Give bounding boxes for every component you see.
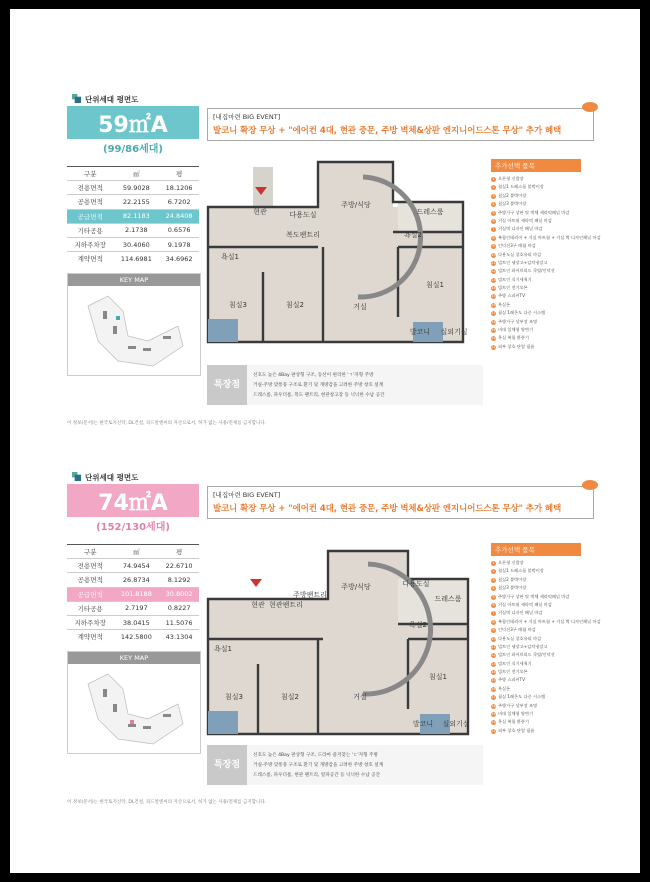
svg-text:주방팬트리: 주방팬트리: [293, 591, 327, 599]
svg-text:침실3: 침실3: [225, 693, 243, 701]
option-item: 17 침실 1레온도 다중 시스템: [491, 694, 546, 700]
option-item: 11 빌트인 냉장고+김치냉장고: [491, 643, 548, 649]
table-row: 지하주차장 38.0415 11.5076: [67, 615, 199, 629]
table-row: 공용면적 26.8734 8.1292: [67, 573, 199, 587]
option-item: 3 침실2 붙박이장: [492, 576, 527, 582]
option-item: 19 비데 일체형 양변기: [491, 711, 534, 717]
room-label: 현관: [253, 208, 267, 216]
option-item: 20 욕실 복합 환풍기: [491, 335, 529, 341]
option-item: 4 침실3 붙박이장: [492, 201, 527, 207]
table-row: 계약면적 114.6981 34.6962: [67, 252, 199, 266]
option-item: 13 빌트인 식기세척기: [491, 660, 532, 666]
unit-count: (152/130세대): [67, 517, 199, 538]
option-item: 12 빌트인 하이브리드 쿡탑/인덕션: [491, 268, 555, 274]
option-item: 18 주방가구 상부장 조명: [491, 318, 538, 324]
svg-text:다용도실: 다용도실: [402, 580, 430, 588]
option-item: 5 주방가구 상판 및 벽체 세라믹패널 마감: [492, 209, 570, 215]
feature-item: 선호도 높은 4Bay 판상형 구조, 동선이 편리한 'ㄱ'자형 주방: [253, 373, 374, 378]
option-item: 10 다용도실 창호유리 마감: [491, 251, 542, 257]
key-map-label: KEY MAP: [68, 274, 200, 286]
room-label: 복도팬트리: [286, 231, 320, 239]
option-item: 18 주방가구 상부장 조명: [491, 702, 538, 708]
features-box: [207, 745, 483, 785]
table-row: 공급면적 82.1183 24.8408: [67, 209, 199, 223]
option-item: 1 오픈형 신발장: [492, 176, 524, 181]
unit-type-name: 74㎡A: [98, 491, 168, 516]
feature-item: 드레스룸, 파우더룸, 현관 팬트리, 알파공간 등 넉넉한 수납 공간: [253, 773, 381, 778]
option-item: 5 주방가구 상판 및 벽체 세라믹패널 마감: [492, 593, 570, 599]
room-label: 침실3: [229, 301, 247, 309]
option-item: 21 외부 창호 단열 필름: [491, 343, 535, 349]
room-label: 다용도실: [289, 211, 317, 219]
floorplan-section-59a: [10, 9, 640, 429]
options-list: [491, 543, 601, 735]
feature-item: 거실-주방 맞통풍 구조로 환기 및 개방감을 고려한 주방 창호 설계: [253, 383, 384, 388]
area-table: 구분 ㎡ 평 전용면적 74.9454 22.6710 공용면적 26.8734 8.1292 공급면적 101.8188 30.8002 기타공용 2.7197 0.8227 지하주차장 38.0415 11.5076 계약면적 142.5800 43.1304: [67, 544, 199, 643]
key-map-label: KEY MAP: [68, 652, 200, 664]
room-label: 주방/식당: [341, 201, 371, 209]
table-row: 계약면적 142.5800 43.1304: [67, 630, 199, 644]
svg-text:현관팬트리: 현관팬트리: [269, 601, 303, 609]
table-row: 기타공용 2.1738 0.6576: [67, 223, 199, 237]
svg-text:드레스룸: 드레스룸: [434, 595, 462, 603]
options-title: 추가선택 품목: [491, 543, 581, 556]
room-label: 욕실2: [404, 231, 422, 239]
orange-badge-icon: [581, 479, 599, 491]
option-item: 6 거실 아트월 세라믹 패널 마감: [492, 601, 552, 607]
feature-item: 선호도 높은 4Bay 판상형 구조, 드라마 즐겨찾는 'ㄷ'자형 주방: [253, 753, 378, 758]
table-row: 전용면적 59.9028 18.1206: [67, 181, 199, 195]
page: [10, 9, 640, 873]
features-label: 특장점: [207, 745, 247, 785]
footnote: 이 정보(문서)는 한국토지신탁, DL건설, 피드알엔씨의 자산으로서, 허가 없는 사용/전제를 금지합니다.: [67, 800, 267, 805]
option-item: 9 인덕션3구 매립 마감: [492, 243, 536, 249]
option-item: 10 다용도실 창호유리 마감: [491, 635, 542, 641]
plan-icon: [72, 472, 81, 481]
unit-type-box: [67, 106, 199, 160]
table-row: 기타공용 2.7197 0.8227: [67, 601, 199, 615]
event-banner: [207, 108, 594, 141]
site-map-graphic: [68, 286, 198, 374]
options-list: [491, 159, 601, 351]
option-item: 3 침실2 붙박이장: [492, 192, 527, 198]
key-map: [67, 273, 201, 376]
option-item: 11 빌트인 냉장고+김치냉장고: [491, 259, 548, 265]
option-item: 7 거실벽 디자인 패널 마감: [492, 226, 543, 232]
option-item: 13 빌트인 식기세척기: [491, 276, 532, 282]
option-item: 9 인덕션3구 매립 마감: [492, 627, 536, 633]
event-text: 발코니 확장 무상 + "에어컨 4대, 현관 중문, 주방 벽체&상판 엔지니어드스톤 무상" 추가 혜택: [213, 125, 562, 135]
svg-text:침실1: 침실1: [429, 673, 447, 681]
option-item: 4 침실3 붙박이장: [492, 585, 527, 591]
option-item: 7 거실벽 디자인 패널 마감: [492, 610, 543, 616]
section-header: 단위세대 평면도: [72, 472, 138, 483]
floorplan-section-74a: [10, 387, 640, 807]
option-item: 8 복합인테리어 + 거실 아트월 + 거실 벽 디자인패널 마감: [492, 618, 601, 624]
room-label: 실외기실: [440, 328, 468, 336]
svg-text:주방/식당: 주방/식당: [341, 583, 371, 591]
svg-text:욕실2: 욕실2: [409, 621, 427, 629]
table-row: 지하주차장 30.4060 9.1978: [67, 237, 199, 251]
option-item: 8 복합인테리어 + 거실 아트월 + 거실 벽 디자인패널 마감: [492, 234, 601, 240]
option-item: 20 욕실 복합 환풍기: [491, 719, 529, 725]
site-map-graphic: [68, 664, 198, 752]
section-header: 단위세대 평면도: [72, 94, 138, 105]
room-label: 거실: [353, 303, 367, 311]
option-item: 16 욕실폰: [491, 685, 511, 691]
svg-text:실외기실: 실외기실: [442, 720, 470, 728]
room-label: 침실2: [286, 301, 304, 309]
option-item: 17 침실 1레온도 다중 시스템: [491, 310, 546, 316]
unit-type-name: 59㎡A: [98, 113, 168, 138]
svg-text:현관: 현관: [251, 601, 265, 609]
option-item: 19 비데 일체형 양변기: [491, 327, 534, 333]
option-item: 2 침실1 드레스룸 붙박이장: [492, 184, 544, 190]
option-item: 14 빌트인 전기오븐: [491, 669, 528, 675]
room-label: 발코니: [409, 328, 431, 336]
option-item: 1 오픈형 신발장: [492, 560, 524, 565]
table-row: 전용면적 74.9454 22.6710: [67, 559, 199, 573]
plan-icon: [72, 94, 81, 103]
option-item: 14 빌트인 전기오븐: [491, 285, 528, 291]
event-title: [내집마련 BIG EVENT]: [213, 491, 281, 499]
option-item: 12 빌트인 하이브리드 쿡탑/인덕션: [491, 652, 555, 658]
svg-text:거실: 거실: [353, 693, 367, 701]
floor-plan-74a: [198, 539, 480, 744]
room-label: 침실1: [426, 281, 444, 289]
option-item: 16 욕실폰: [491, 301, 511, 307]
svg-text:침실2: 침실2: [281, 693, 299, 701]
table-row: 공급면적 101.8188 30.8002: [67, 587, 199, 601]
option-item: 2 침실1 드레스룸 붙박이장: [492, 568, 544, 574]
room-label: 드레스룸: [416, 208, 444, 216]
event-text: 발코니 확장 무상 + "에어컨 4대, 현관 중문, 주방 벽체&상판 엔지니어드스톤 무상" 추가 혜택: [213, 503, 562, 513]
floor-plan-59a: [198, 147, 480, 352]
area-table: 구분 ㎡ 평 전용면적 59.9028 18.1206 공용면적 22.2155 6.7202 공급면적 82.1183 24.8408 기타공용 2.1738 0.6576 지하주차장 30.4060 9.1978 계약면적 114.6981 34.6962: [67, 166, 199, 265]
key-map: [67, 651, 201, 754]
event-title: [내집마련 BIG EVENT]: [213, 113, 281, 121]
feature-item: 거실-주방 맞통풍 구조로 환기 및 개방감을 고려한 주방 창호 설계: [253, 763, 384, 768]
options-title: 추가선택 품목: [491, 159, 581, 172]
orange-badge-icon: [581, 101, 599, 113]
option-item: 15 주방 스피커TV: [491, 293, 525, 299]
option-item: 6 거실 아트월 세라믹 패널 마감: [492, 217, 552, 223]
unit-count: (99/86세대): [67, 139, 199, 160]
feature-item: 드레스룸, 파우더룸, 복도 팬트리, 현관창고장 등 넉넉한 수납 공간: [253, 393, 385, 398]
event-banner: [207, 486, 594, 519]
unit-type-box: [67, 484, 199, 538]
features-label: 특장점: [207, 365, 247, 405]
option-item: 15 주방 스피커TV: [491, 677, 525, 683]
table-row: 공용면적 22.2155 6.7202: [67, 195, 199, 209]
option-item: 21 외부 창호 단열 필름: [491, 727, 535, 733]
footnote: 이 정보(문서)는 한국토지신탁, DL건설, 피드알엔씨의 자산으로서, 허가 없는 사용/전제를 금지합니다.: [67, 421, 267, 426]
room-label: 욕실1: [221, 253, 239, 261]
svg-text:욕실1: 욕실1: [214, 645, 232, 653]
svg-text:발코니: 발코니: [412, 720, 434, 728]
